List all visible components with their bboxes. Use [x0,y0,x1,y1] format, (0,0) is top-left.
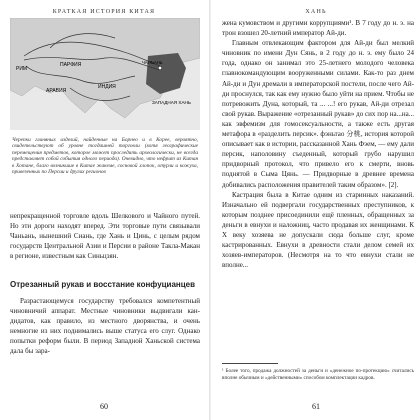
paragraph-text: Разрастающемуся государству требовался компетентный чиновничий аппарат. Местные чиновники выдвигали кан-дидатов, как правило, из местного дворянства, и очень немногие из них поднимались выше статуса его слуг. Однако попытки реформ были. В период Западной Ханьской система дала бы зара- [10,297,200,356]
map-label-india: ИНДИЯ [98,84,116,90]
body-paragraph [10,211,200,261]
map-caption: Черепки глиняных изделий, найденные на Борнео и в Корее, вероятно, свидетельствуют об уровне тогдашней торговли (хотя географические перемещения предметов, которое может проследить археологически, не всегда представляет собой события одного периода). Очевидно, что нефрит из Китая в Хотане, благо возникшие в Китае жакеме, сосновой хлопок, отурли и кожуха, привезенных по Персии и других регионов [12,137,198,176]
silk-road-map [10,18,200,130]
right-page [212,0,420,420]
paragraph-text: жена кумовством и другими коррупциями¹. В 7 году до н. э. на трон взошел 20-летний император Ай-ди. [222,19,414,38]
page-number: 61 [312,402,320,411]
body-paragraph [10,296,200,357]
left-page [0,0,208,420]
running-head: КРАТКАЯ ИСТОРИЯ КИТАЯ [52,9,156,15]
map-label-parthia: ПАРФИЯ [60,62,82,68]
running-head: ХАНЬ [305,9,327,15]
map-graphic [10,18,200,130]
body-text-block [222,18,414,270]
section-heading: Отрезанный рукав и восстание конфуцианцев [10,280,196,289]
footnote: ¹ Более того, продажа должностей за деньги и «денежное по-протекцию» считались вполне обычным и «действенными» способом комплектации кадров. [222,368,414,381]
paragraph-text: Главным отвлекающим фактором для Ай-ди был мелкий чиновник по имени Дун Сянь, в 2 году до н. э. ему было 24 года, однако он занимал это 25-летнего молодого человека главнокомандующим вооруженными силами. Как-то раз днем Ай-ди и Дун дремали в императорской постели, после чего Ай-ди проснулся, так как ему нужно было уйти на прием. Чтобы не потревожить Дуна, который, та ... ...! его рукав, Ай-ди отрезал свой рукав. Выражение «отрезанный рукав» до сих пор на...на... как эвфемизм для гомосексуальности, а также есть другая метафора в «разделить персик». фэньтао 分桃, история которой описывает как в истории, рассказанной Хань Фэем, — ему дали персик, наполовину съеденный, который грубо нарушил придворный протокол, что привело его к смерти, вновь поднятой в Сыма Цянь. — Придворные в древнее времена добивались расположения правителей таким образом». [2]. [222,39,414,189]
chang-an-marker [158,66,162,70]
page-number: 60 [100,402,108,411]
footnote-rule [222,363,278,364]
book-gutter [209,0,211,420]
map-label-rome: РИМ [16,66,28,72]
paragraph-text: непрекращенной торговле вдоль Шелкового и Чайного путей. Но эти дороги находят вперед. Эти торговые пути связывали Чаньань, нынешний Сиань, где Хань и Цинь, с целым рядом государств Центральной Азии и Персии в районе Такла-Макан в регионе, известным как Синьцзян. [10,212,200,261]
map-label-western-han: ЗАПАДНАЯ ХАНЬ [152,100,191,105]
map-label-chang-an: ЧАНЪАНЬ [142,60,163,65]
map-label-arabia: АРАВИЯ [46,88,67,94]
paragraph-text: Кастрация была в Китае одним из старинных наказаний. Изначально ей подвергали государственных преступников, к которым позднее присоединили ещё пленных, обращенных за деньги в евнухи и наложниц, часто продавая их женщинами. К X веку хозяева не допускали сюда больше слуг, кроме кастрированных. Евнухи в древности стали делом семей их хозяев-императоров. (Несмотря на то что евнухи стали не вполне... [222,190,414,270]
